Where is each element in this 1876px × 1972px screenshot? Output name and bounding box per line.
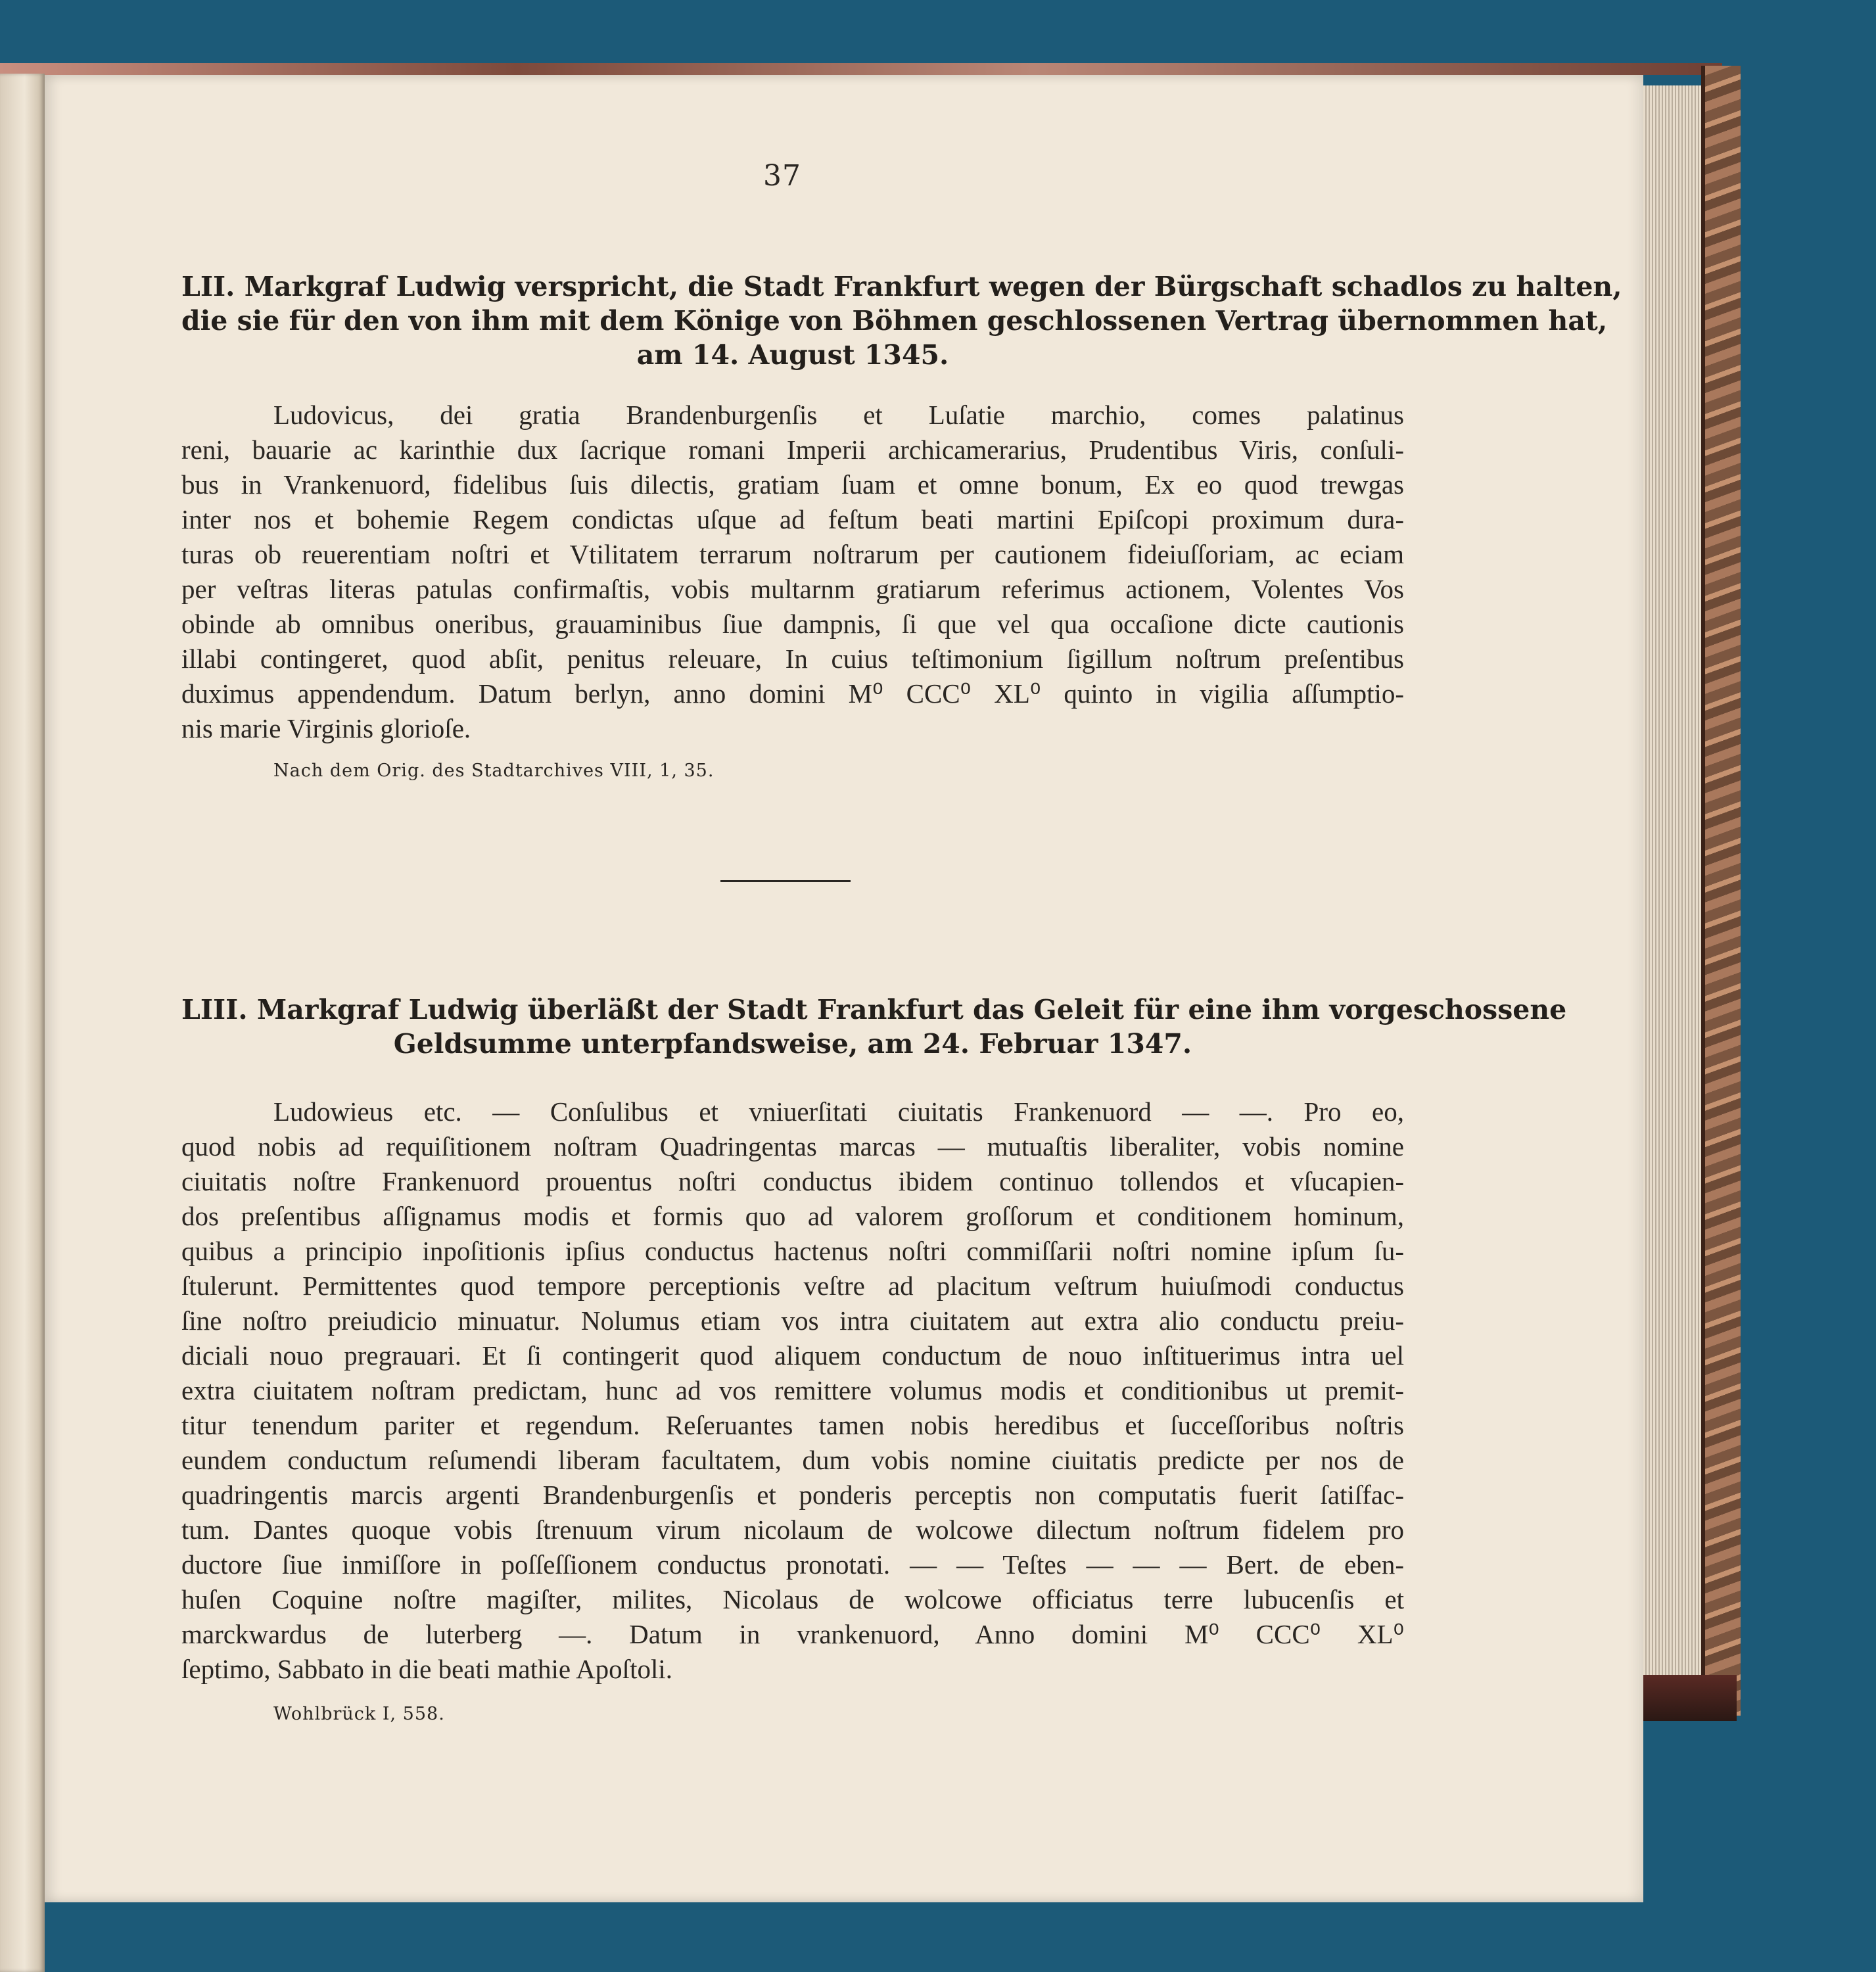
doc52-body-line: per veſtras literas patulas confirmaſtis, vobis multarnm gratiarum referimus actionem, Volentes Vos [181, 574, 1404, 604]
left-page-edge [0, 74, 45, 1972]
doc52-heading-line: am 14. August 1345. [636, 339, 949, 371]
doc52-body [181, 398, 1404, 746]
doc53-source-note: Wohlbrück I, 558. [273, 1704, 445, 1724]
doc53-body-line: diciali nouo pregrauari. Et ſi contingerit quod aliquem conductum de nouo inſtituerimus intra uel [181, 1340, 1404, 1371]
doc53-body [181, 1094, 1404, 1687]
doc53-heading-line: LIII. Markgraf Ludwig überläßt der Stadt Frankfurt das Geleit für eine ihm vorgeschossene [181, 994, 1567, 1025]
doc53-body-line: extra ciuitatem noſtram predictam, hunc ad vos remittere volumus modis et conditionibus ut premit- [181, 1375, 1404, 1405]
doc53-body-line: huſen Coquine noſtre magiſter, milites, Nicolaus de wolcowe officiatus terre lubucenſis et [181, 1584, 1404, 1614]
doc53-body-line: tum. Dantes quoque vobis ſtrenuum virum nicolaum de wolcowe dilectum noſtrum fidelem pro [181, 1514, 1404, 1545]
book-top-edge [0, 63, 1722, 75]
doc52-body-line: illabi contingeret, quod abſit, penitus releuare, In cuius teſtimonium ſigillum noſtrum preſentibus [181, 644, 1404, 674]
page-number: 37 [763, 159, 801, 193]
doc52-body-line: inter nos et bohemie Regem condictas uſque ad feſtum beati martini Epiſcopi proximum dura- [181, 504, 1404, 534]
doc52-body-line: reni, bauarie ac karinthie dux ſacrique romani Imperii archicamerarius, Prudentibus Viris, conſuli- [181, 434, 1404, 465]
doc52-source-note: Nach dem Orig. des Stadtarchives VIII, 1, 35. [273, 761, 715, 781]
doc53-body-line: quadringentis marcis argenti Brandenburgenſis et ponderis perceptis non computatis fuerit ſatiſfac- [181, 1480, 1404, 1510]
doc53-body-line: marckwardus de luterberg —. Datum in vrankenuord, Anno domini M⁰ CCC⁰ XL⁰ [181, 1619, 1404, 1649]
page-stack-edge [1643, 85, 1702, 1676]
doc52-body-line: turas ob reuerentiam noſtri et Vtilitatem terrarum noſtrarum per cautionem fideiuſſoriam, ac eciam [181, 539, 1404, 569]
doc53-body-line: ciuitatis noſtre Frankenuord prouentus noſtri conductus ibidem continuo tollendos et vſucapien- [181, 1166, 1404, 1196]
doc53-body-line: titur tenendum pariter et regendum. Reſeruantes tamen nobis heredibus et ſucceſſoribus noſtris [181, 1410, 1404, 1440]
doc53-body-line: dos preſentibus aſſignamus modis et formis quo ad valorem groſſorum et conditionem hominum, [181, 1201, 1404, 1231]
doc53-body-line: quod nobis ad requiſitionem noſtram Quadringentas marcas — mutuaſtis liberaliter, vobis nomine [181, 1131, 1404, 1162]
doc52-body-line: bus in Vrankenuord, fidelibus ſuis dilectis, gratiam ſuam et omne bonum, Ex eo quod trewgas [181, 469, 1404, 500]
book-cover-corner [1643, 1675, 1737, 1721]
doc53-body-line: quibus a principio inpoſitionis ipſius conductus hactenus noſtri commiſſarii noſtri nomine ipſum ſu- [181, 1236, 1404, 1266]
doc53-heading [181, 993, 1567, 1061]
doc53-body-line: ſeptimo, Sabbato in die beati mathie Apoſtoli. [181, 1654, 672, 1684]
doc52-heading-line: die sie für den von ihm mit dem Könige von Böhmen geschlossenen Vertrag übernommen hat, [181, 305, 1608, 337]
doc53-body-line: ductore ſiue inmiſſore in poſſeſſionem conductus pronotati. — — Teſtes — — — Bert. de eben- [181, 1549, 1404, 1580]
doc53-body-line: Ludowieus etc. — Conſulibus et vniuerſitati ciuitatis Frankenuord — —. Pro eo, [273, 1096, 1404, 1127]
doc53-body-line: ſtulerunt. Permittentes quod tempore perceptionis veſtre ad placitum veſtrum huiuſmodi conductus [181, 1271, 1404, 1301]
doc52-body-line: Ludovicus, dei gratia Brandenburgenſis et Luſatie marchio, comes palatinus [273, 400, 1404, 430]
doc52-heading [181, 270, 1622, 372]
doc52-body-line: obinde ab omnibus oneribus, grauaminibus ſiue dampnis, ſi que vel qua occaſione dicte cautionis [181, 609, 1404, 639]
doc53-heading-line: Geldsumme unterpfandsweise, am 24. Februar 1347. [393, 1028, 1192, 1060]
book-cover [1701, 66, 1741, 1716]
doc53-body-line: ſine noſtro preiudicio minuatur. Nolumus etiam vos intra ciuitatem aut extra alio conductu preiu- [181, 1305, 1404, 1336]
doc52-heading-line: LII. Markgraf Ludwig verspricht, die Stadt Frankfurt wegen der Bürgschaft schadlos zu halten, [181, 271, 1622, 302]
doc52-body-line: duximus appendendum. Datum berlyn, anno domini M⁰ CCC⁰ XL⁰ quinto in vigilia aſſumptio- [181, 678, 1404, 709]
doc52-body-line: nis marie Virginis glorioſe. [181, 713, 471, 743]
doc53-body-line: eundem conductum reſumendi liberam facultatem, dum vobis nomine ciuitatis predicte per nos de [181, 1445, 1404, 1475]
section-separator [720, 880, 851, 882]
